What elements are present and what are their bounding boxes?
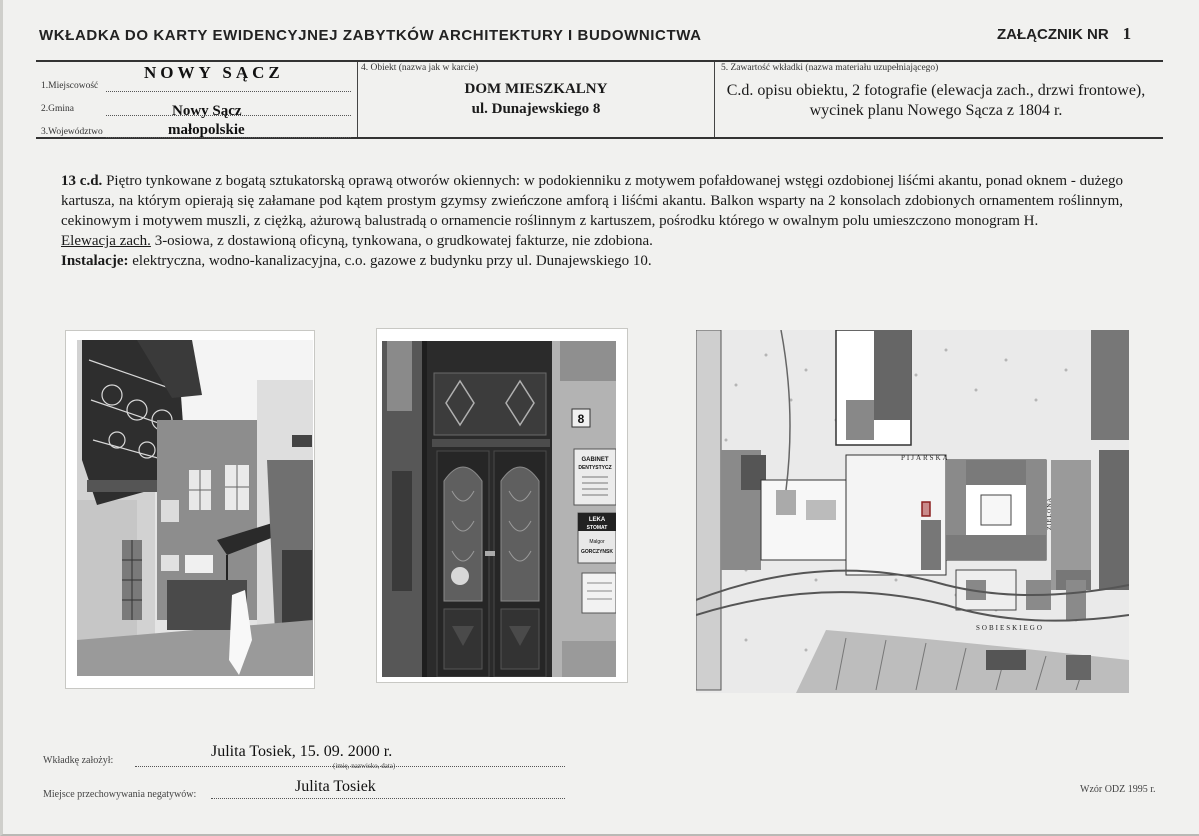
obiekt-label: 4. Obiekt (nazwa jak w karcie) bbox=[361, 63, 479, 73]
zawartosc-text: C.d. opisu obiektu, 2 fotografie (elewacja zach., drzwi frontowe), wycinek planu Nowego Sącza z 1804 r. bbox=[726, 82, 1146, 119]
street-top-label: PIJARSKA bbox=[901, 454, 950, 462]
document-title: WKŁADKA DO KARTY EWIDENCYJNEJ ZABYTKÓW ARCHITEKTURY I BUDOWNICTWA bbox=[39, 27, 702, 44]
dotted-line bbox=[106, 90, 351, 92]
sign2-line1: LEKA bbox=[588, 517, 606, 523]
divider bbox=[357, 62, 358, 137]
street-bottom-label: SOBIESKIEGO bbox=[976, 624, 1044, 632]
attachment-heading bbox=[997, 24, 1131, 44]
description-text bbox=[61, 171, 1123, 271]
instalacje-text: elektryczna, wodno-kanalizacyjna, c.o. gazowe z budynku przy ul. Dunajewskiego 10. bbox=[128, 253, 652, 269]
obiekt-address: ul. Dunajewskiego 8 bbox=[471, 101, 601, 117]
attachment-number: 1 bbox=[1122, 24, 1132, 43]
photo-elevation bbox=[66, 331, 314, 688]
door-number: 8 bbox=[577, 412, 585, 426]
wkladke-label: Wkładkę założył: bbox=[43, 755, 114, 766]
miejscowosc-value: NOWY SĄCZ bbox=[144, 63, 284, 82]
gmina-label: 2.Gmina bbox=[41, 104, 74, 114]
description-paragraph bbox=[61, 251, 1123, 271]
zawartosc-label: 5. Zawartość wkładki (nazwa materiału uzupełniającego) bbox=[721, 63, 939, 73]
street-right-label: ZIELONA bbox=[1047, 497, 1053, 530]
sign2-line4: GORCZYNSK bbox=[581, 549, 613, 555]
sign1-line1: GABINET bbox=[581, 457, 609, 463]
gmina-value: Nowy Sącz bbox=[172, 103, 242, 119]
form-version: Wzór ODZ 1995 r. bbox=[1080, 784, 1156, 795]
description-text-1: Piętro tynkowane z bogatą sztukatorską oprawą otworów okiennych: w podokienniku z motywem pofałdowanej wstęgi ozdobionej liśćmi akantu, ponad oknem - dużego kartusza, na którym opierają się załamane pod kątem prostym gzymsy zwieńczone amforą i liśćmi akantu. Balkon wsparty na 2 konsolach zdobionych ornamentem roślinnym, cekinowym i motywem muszli, z ciężką, ażurową balustradą o ornamencie roślinnym z kartuszem, pośrodku którego w owalnym polu umieszczono monogram H. bbox=[61, 173, 1123, 229]
map-1804 bbox=[696, 330, 1129, 693]
sign2-line2: STOMAT bbox=[586, 525, 608, 531]
dotted-line bbox=[211, 797, 565, 799]
elewacja-label: Elewacja zach. bbox=[61, 233, 151, 249]
info-box bbox=[36, 60, 1163, 139]
photo-elevation-image bbox=[77, 340, 313, 676]
photo-door-image bbox=[382, 341, 616, 677]
miejsce-value: Julita Tosiek bbox=[295, 778, 376, 795]
elewacja-text: 3-osiowa, z dostawioną oficyną, tynkowana, o grudkowatej fakturze, nie zdobiona. bbox=[150, 233, 653, 249]
description-paragraph bbox=[61, 171, 1123, 231]
description-paragraph bbox=[61, 231, 1123, 251]
section-number: 13 c.d. bbox=[61, 173, 103, 189]
map-image bbox=[696, 330, 1129, 693]
photo-door bbox=[377, 329, 627, 682]
miejsce-label: Miejsce przechowywania negatywów: bbox=[43, 789, 197, 800]
wkladke-value: Julita Tosiek, 15. 09. 2000 r. bbox=[211, 743, 393, 760]
obiekt-name: DOM MIESZKALNY bbox=[464, 81, 608, 97]
divider bbox=[714, 62, 715, 137]
wojewodztwo-label: 3.Województwo bbox=[41, 127, 103, 137]
sign1-line2: DENTYSTYCZ bbox=[578, 465, 612, 471]
sign2-line3: Malgor bbox=[589, 539, 605, 545]
attachment-label: ZAŁĄCZNIK NR bbox=[997, 26, 1109, 43]
miejscowosc-label: 1.Miejscowość bbox=[41, 81, 99, 91]
wojewodztwo-value: małopolskie bbox=[168, 122, 245, 138]
wkladke-note: (imię, nazwisko, data) bbox=[333, 762, 396, 770]
instalacje-label: Instalacje: bbox=[61, 253, 129, 269]
